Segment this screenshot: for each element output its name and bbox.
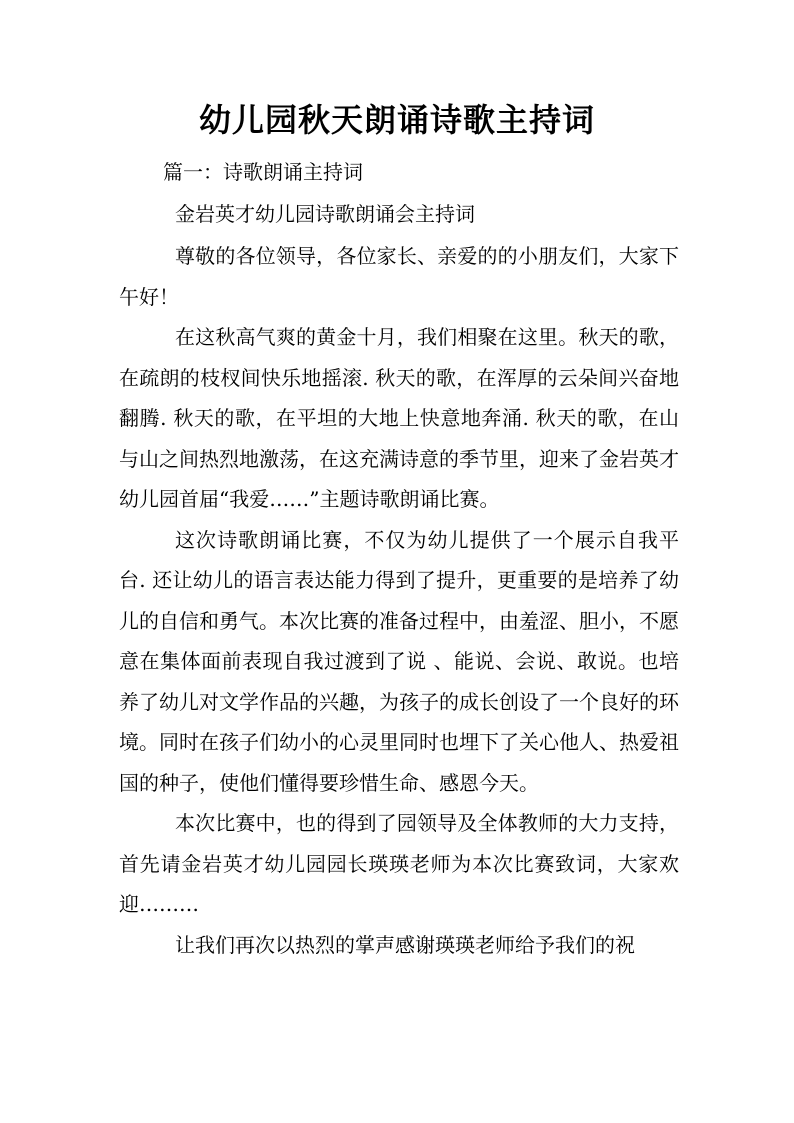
event-title: 金岩英才幼儿园诗歌朗诵会主持词 <box>175 202 475 226</box>
paragraph-thanks: 让我们再次以热烈的掌声感谢瑛瑛老师给予我们的祝 <box>175 932 635 957</box>
section-heading: 篇一：诗歌朗诵主持词 <box>163 160 363 184</box>
document-title: 幼儿园秋天朗诵诗歌主持词 <box>198 101 595 139</box>
body-text <box>119 236 679 965</box>
paragraph-greeting: 尊敬的各位领导，各位家长、亲爱的的小朋友们，大家下午好！ <box>119 244 679 309</box>
paragraph-autumn: 在这秋高气爽的黄金十月，我们相聚在这里。秋天的歌，在疏朗的枝杈间快乐地摇滚. 秋天的歌，在浑厚的云朵间兴奋地翻腾. 秋天的歌，在平坦的大地上快意地奔涌. 秋天的歌，在山与山之间热烈地激荡，在这充满诗意的季节里，迎来了金岩英才幼儿园首届“我爱……”主题诗歌朗诵比赛。 <box>119 325 679 511</box>
paragraph-competition: 这次诗歌朗诵比赛，不仅为幼儿提供了一个展示自我平台. 还让幼儿的语言表达能力得到了提升，更重要的是培养了幼儿的自信和勇气。本次比赛的准备过程中，由羞涩、胆小，不愿意在集体面前表现自我过渡到了说 、能说、会说、敢说。也培养了幼儿对文学作品的兴趣，为孩子的成长创设了一个良好的环境。同时在孩子们幼小的心灵里同时也埋下了关心他人、热爱祖国的种子，使他们懂得要珍惜生命、感恩今天。 <box>119 527 679 795</box>
paragraph-support: 本次比赛中，也的得到了园领导及全体教师的大力支持，首先请金岩英才幼儿园园长瑛瑛老师为本次比赛致词，大家欢迎……… <box>119 811 679 916</box>
